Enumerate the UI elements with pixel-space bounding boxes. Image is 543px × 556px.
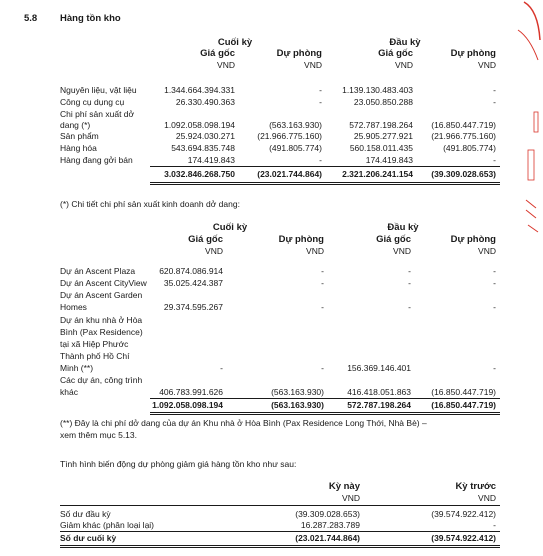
row-value: (21.966.775.160) — [257, 131, 322, 141]
total-label: Số dư cuối kỳ — [60, 533, 117, 543]
row-value: - — [493, 363, 496, 373]
row-label: khác — [60, 387, 78, 397]
total-bottom-rule — [150, 182, 500, 185]
row-value: (491.805.774) — [443, 143, 496, 153]
column-header: Giá gốc — [378, 48, 413, 59]
row-label: tại xã Hiệp Phước — [60, 339, 129, 349]
col-group-end: Cuối kỳ — [212, 222, 248, 233]
total-value: 572.787.198.264 — [347, 400, 411, 410]
row-value: (39.574.922.412) — [431, 509, 496, 519]
header-rule — [60, 505, 500, 506]
row-value: 1.344.664.394.331 — [164, 85, 235, 95]
row-value: - — [321, 302, 324, 312]
row-value: (491.805.774) — [269, 143, 322, 153]
column-unit: VND — [217, 60, 235, 70]
row-value: 26.330.490.363 — [175, 97, 235, 107]
col-group-begin: Đầu kỳ — [387, 222, 419, 233]
row-label: Hàng đang gởi bán — [60, 155, 133, 165]
row-label: Dự án Ascent CityView — [60, 278, 147, 288]
row-value: 35.025.424.387 — [163, 278, 223, 288]
pax-residence-note-line2: xem thêm mục 5.13. — [60, 430, 138, 440]
row-label: Giảm khác (phân loại lại) — [60, 520, 155, 530]
column-unit: VND — [478, 493, 496, 503]
section-title: Hàng tồn kho — [60, 13, 121, 24]
row-value: 174.419.843 — [187, 155, 235, 165]
row-value: - — [220, 363, 223, 373]
column-unit: VND — [304, 60, 322, 70]
row-label: Bình (Pax Residence) — [60, 327, 143, 337]
row-label: Thành phố Hồ Chí — [60, 351, 130, 361]
row-label: Công cụ dụng cụ — [60, 97, 125, 107]
total-top-rule — [150, 398, 500, 399]
row-value: (563.163.930) — [271, 387, 324, 397]
row-value: 543.694.835.748 — [171, 143, 235, 153]
column-unit: VND — [478, 246, 496, 256]
row-value: - — [493, 155, 496, 165]
total-value: (23.021.744.864) — [257, 169, 322, 179]
row-label: Hàng hóa — [60, 143, 97, 153]
row-value: - — [319, 155, 322, 165]
row-value: (16.850.447.719) — [431, 387, 496, 397]
row-value: (39.309.028.653) — [295, 509, 360, 519]
row-value: 25.905.277.921 — [353, 131, 413, 141]
row-value: (16.850.447.719) — [431, 120, 496, 130]
row-value: - — [319, 97, 322, 107]
row-value: 23.050.850.288 — [353, 97, 413, 107]
row-value: 572.787.198.264 — [349, 120, 413, 130]
row-value: 620.874.086.914 — [159, 266, 223, 276]
total-value: 2.321.206.241.154 — [342, 169, 413, 179]
row-label: Dự án Ascent Plaza — [60, 266, 136, 276]
column-header: Dự phòng — [276, 48, 322, 59]
total-bottom-rule — [60, 545, 500, 548]
row-value: 416.418.051.863 — [347, 387, 411, 397]
row-value: - — [408, 266, 411, 276]
row-value: - — [493, 520, 496, 530]
row-value: - — [493, 302, 496, 312]
total-value: (39.574.922.412) — [431, 533, 496, 543]
row-value: - — [321, 363, 324, 373]
row-value: (21.966.775.160) — [431, 131, 496, 141]
row-value: - — [408, 278, 411, 288]
column-header: Giá gốc — [200, 48, 235, 59]
column-header: Giá gốc — [188, 234, 223, 245]
row-label: dang (*) — [60, 120, 91, 130]
total-top-rule — [60, 531, 500, 532]
row-value: 560.158.011.435 — [349, 143, 413, 153]
column-header: Giá gốc — [376, 234, 411, 245]
row-label: Dự án khu nhà ở Hòa — [60, 315, 143, 325]
section-number: 5.8 — [24, 13, 38, 24]
row-value: 29.374.595.267 — [163, 302, 223, 312]
pax-residence-note-line1: (**) Đây là chi phí dở dang của dự án Khu nhà ở Hòa Bình (Pax Residence Long Thới, Nhà Bè) – — [60, 418, 427, 428]
row-value: 174.419.843 — [365, 155, 413, 165]
row-value: 16.287.283.789 — [300, 520, 360, 530]
row-value: 25.924.030.271 — [175, 131, 235, 141]
total-value: (16.850.447.719) — [431, 400, 496, 410]
total-value: (39.309.028.653) — [431, 169, 496, 179]
column-header: Dự phòng — [450, 234, 496, 245]
column-unit: VND — [395, 60, 413, 70]
row-value: - — [319, 85, 322, 95]
row-label: Nguyên liệu, vật liệu — [60, 85, 137, 95]
total-bottom-rule — [150, 412, 500, 415]
wip-detail-note: (*) Chi tiết chi phí sản xuất kinh doanh dở dang: — [60, 199, 240, 209]
column-header: Dự phòng — [450, 48, 496, 59]
row-label: Số dư đầu kỳ — [60, 509, 111, 519]
row-value: - — [408, 302, 411, 312]
total-value: 3.032.846.268.750 — [164, 169, 235, 179]
row-label: Chi phí sản xuất dở — [60, 109, 135, 119]
column-unit: VND — [306, 246, 324, 256]
column-header: Dự phòng — [278, 234, 324, 245]
row-label: Sản phẩm — [60, 131, 99, 141]
row-value: (563.163.930) — [269, 120, 322, 130]
column-unit: VND — [205, 246, 223, 256]
column-unit: VND — [393, 246, 411, 256]
row-label: Dự án Ascent Garden — [60, 290, 143, 300]
row-label: Các dự án, công trình — [60, 375, 143, 385]
column-unit: VND — [342, 493, 360, 503]
col-group-end: Cuối kỳ — [217, 37, 253, 48]
total-value: 1.092.058.098.194 — [152, 400, 223, 410]
row-value: 1.139.130.483.403 — [342, 85, 413, 95]
row-value: 406.783.991.626 — [159, 387, 223, 397]
column-header: Kỳ trước — [455, 481, 496, 492]
row-label: Homes — [60, 302, 87, 312]
provision-movement-note: Tình hình biến động dự phòng giảm giá hàng tồn kho như sau: — [60, 459, 297, 469]
col-group-begin: Đầu kỳ — [389, 37, 421, 48]
row-value: 156.369.146.401 — [347, 363, 411, 373]
row-label: Minh (**) — [60, 363, 94, 373]
row-value: - — [321, 278, 324, 288]
row-value: - — [493, 266, 496, 276]
company-seal-stamp — [516, 0, 543, 240]
total-value: (563.163.930) — [271, 400, 324, 410]
total-value: (23.021.744.864) — [295, 533, 360, 543]
row-value: 1.092.058.098.194 — [164, 120, 235, 130]
row-value: - — [493, 278, 496, 288]
row-value: - — [321, 266, 324, 276]
column-unit: VND — [478, 60, 496, 70]
column-header: Kỳ này — [328, 481, 360, 492]
row-value: - — [493, 85, 496, 95]
total-top-rule — [150, 166, 500, 167]
row-value: - — [493, 97, 496, 107]
